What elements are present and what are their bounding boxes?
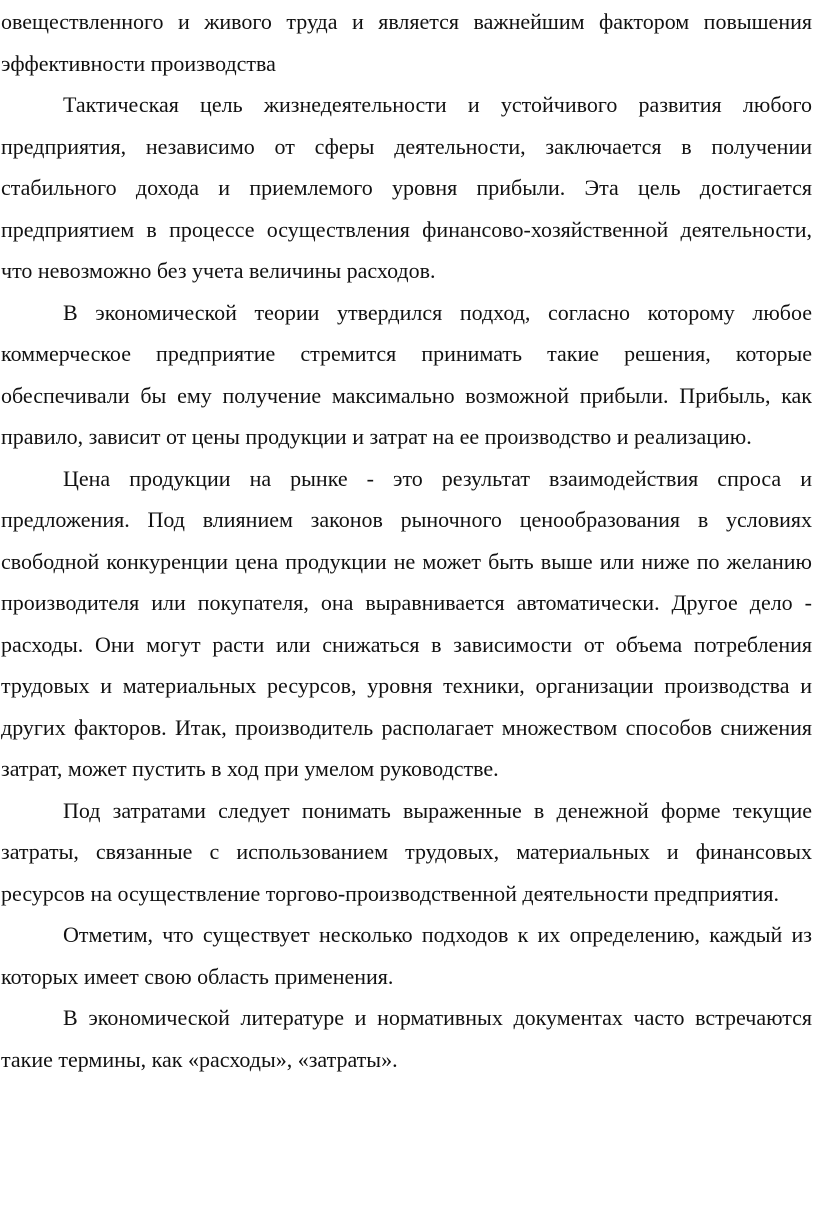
paragraph-approaches: Отметим, что существует несколько подходов к их определению, каждый из которых имеет свою область применения. [1,922,812,989]
paragraph-economic-theory: В экономической теории утвердился подход, согласно которому любое коммерческое предприятие стремится принимать такие решения, которые обеспечивали бы ему получение максимально возможной прибыли. Прибыль, как правило, зависит от цены продукции и затрат на ее производство и реализацию. [1,299,812,449]
paragraph-terms: В экономической литературе и нормативных документах часто встречаются такие термины, как «расходы», «затраты». [1,1005,812,1072]
paragraph-costs-definition: Под затратами следует понимать выраженные в денежной форме текущие затраты, связанные с использованием трудовых, материальных и финансовых ресурсов на осуществление торгово-производственной деятельности предприятия. [1,797,812,906]
document-body [1,1,812,1080]
paragraph-tactical-goal: Тактическая цель жизнедеятельности и устойчивого развития любого предприятия, независимо от сферы деятельности, заключается в получении стабильного дохода и приемлемого уровня прибыли. Эта цель достигается предприятием в процессе осуществления финансово-хозяйственной деятельности, что невозможно без учета величины расходов. [1,92,812,283]
paragraph-continuation: овеществленного и живого труда и является важнейшим фактором повышения эффективности производства [1,9,812,76]
paragraph-market-price: Цена продукции на рынке - это результат взаимодействия спроса и предложения. Под влиянием законов рыночного ценообразования в условиях свободной конкуренции цена продукции не может быть выше или ниже по желанию производителя или покупателя, она выравнивается автоматически. Другое дело - расходы. Они могут расти или снижаться в зависимости от объема потребления трудовых и материальных ресурсов, уровня техники, организации производства и других факторов. Итак, производитель располагает множеством способов снижения затрат, может пустить в ход при умелом руководстве. [1,465,812,781]
